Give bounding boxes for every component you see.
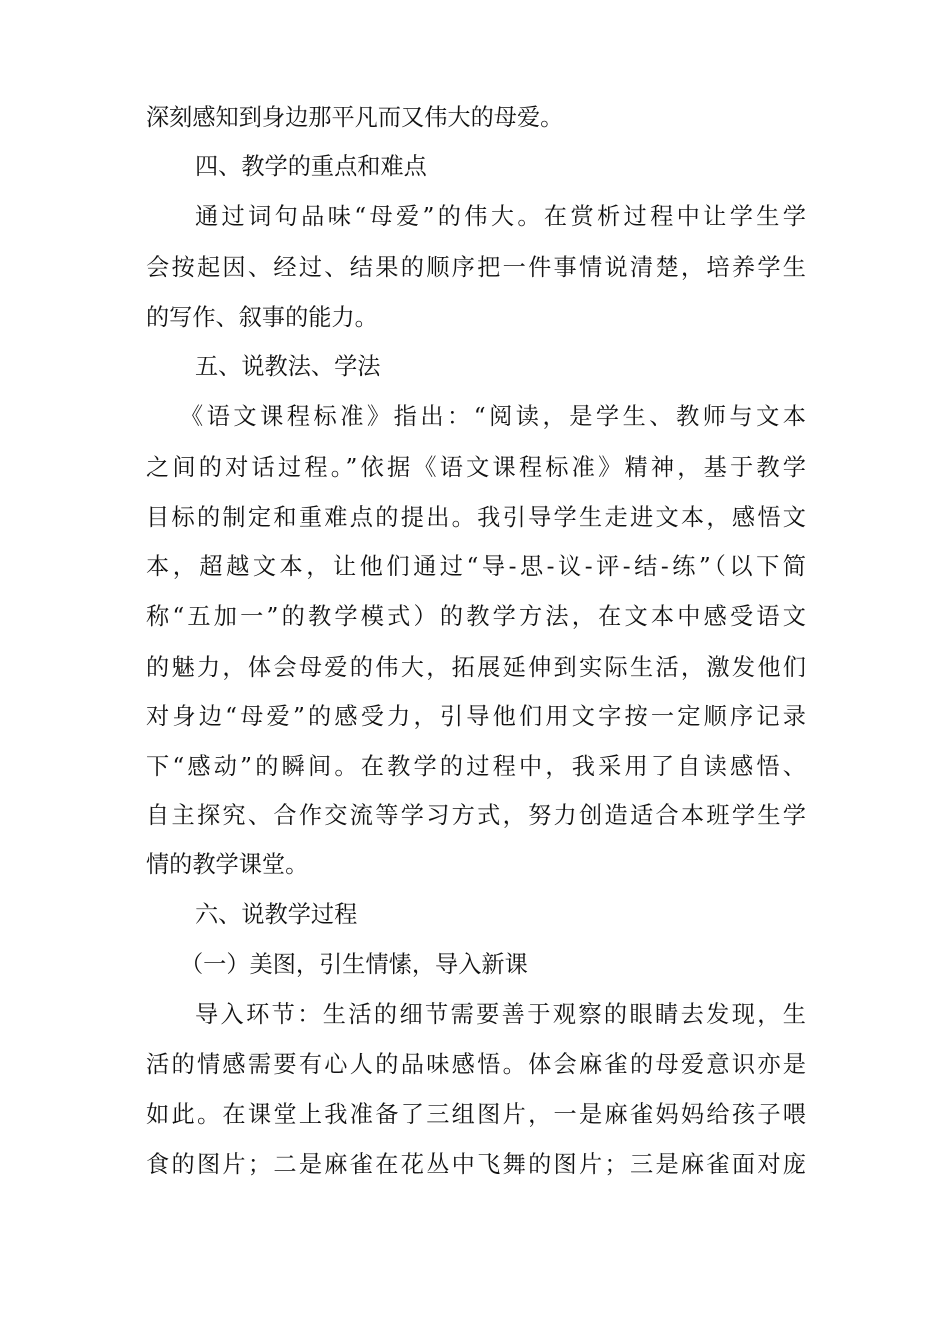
text-line: 如此。在课堂上我准备了三组图片，一是麻雀妈妈给孩子喂 (146, 1101, 806, 1128)
text-line: 情的教学课堂。 (146, 851, 309, 878)
text-line: 活的情感需要有心人的品味感悟。体会麻雀的母爱意识亦是 (146, 1051, 806, 1078)
text-line: 之间的对话过程。”依据《语文课程标准》精神，基于教学 (146, 454, 806, 481)
text-line: 称“五加一”的教学模式）的教学方法，在文本中感受语文 (146, 603, 806, 630)
text-line: 会按起因、经过、结果的顺序把一件事情说清楚，培养学生 (146, 254, 806, 281)
text-line: 导入环节：生活的细节需要善于观察的眼睛去发现，生 (195, 1001, 806, 1028)
text-line: 的写作、叙事的能力。 (146, 304, 378, 331)
subsection-heading: （一）美图，引生情愫，导入新课 (180, 951, 528, 978)
text-line: 对身边“母爱”的感受力，引导他们用文字按一定顺序记录 (146, 703, 806, 730)
section-heading: 六、说教学过程 (195, 901, 358, 928)
text-line: 下“感动”的瞬间。在教学的过程中，我采用了自读感悟、 (146, 753, 806, 780)
text-line: 食的图片；二是麻雀在花丛中飞舞的图片；三是麻雀面对庞 (146, 1151, 806, 1178)
text-line: 《语文课程标准》指出：“阅读，是学生、教师与文本 (180, 403, 806, 430)
section-heading: 四、教学的重点和难点 (195, 153, 427, 180)
text-line: 通过词句品味“母爱”的伟大。在赏析过程中让学生学 (195, 203, 806, 230)
text-line: 目标的制定和重难点的提出。我引导学生走进文本，感悟文 (146, 504, 806, 531)
text-line: 自主探究、合作交流等学习方式，努力创造适合本班学生学 (146, 802, 806, 829)
section-heading: 五、说教法、学法 (195, 353, 381, 380)
text-line: 本，超越文本，让他们通过“导-思-议-评-结-练”（以下简 (146, 553, 806, 580)
text-line: 深刻感知到身边那平凡而又伟大的母爱。 (146, 104, 564, 131)
text-line: 的魅力，体会母爱的伟大，拓展延伸到实际生活，激发他们 (146, 654, 806, 681)
